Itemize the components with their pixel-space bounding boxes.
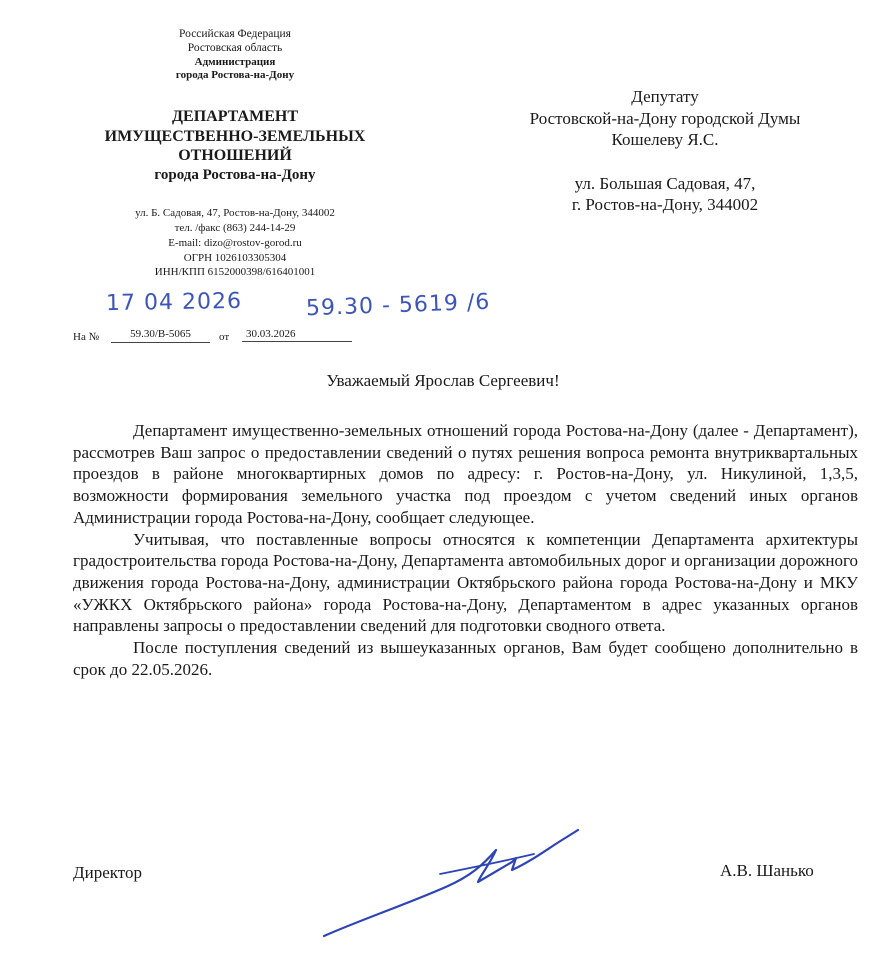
addressee-line-4: ул. Большая Садовая, 47, [574,173,756,193]
addressee-block [470,86,860,216]
body-paragraph-2: Учитывая, что поставленные вопросы относятся к компетенции Департамента архитектуры градостроительства города Ростова-на-Дону, Департамента автомобильных дорог и организации дорожного движения города Ростова-на-Дону, администрации Октябрьского района города Ростова-на-Дону и МКУ «УЖКХ Октябрьского района» города Ростова-на-Дону, Департаментом в адрес указанных органов направлены запросы о предоставлении сведений для подготовки сводного ответа. [73,529,858,636]
dept-line-3: ОТНОШЕНИЙ [178,147,292,165]
dept-contacts [60,206,410,280]
contact-phone: тел. /факс (863) 244-14-29 [174,221,296,234]
addressee-line-3: Кошелеву Я.С. [611,130,719,150]
country-line: Российская Федерация [179,28,291,40]
body-paragraph-1: Департамент имущественно-земельных отношений города Ростова-на-Дону (далее - Департамент), рассмотрев Ваш запрос о предоставлении сведений о путях решения вопроса ремонта внутриквартальных проездов в районе многоквартирных домов по адресу: г. Ростов-на-Дону, ул. Никулиной, 1,3,5, возможности формирования земельного участка под проездом с учетом сведений иных органов Администрации города Ростова-на-Дону, сообщает следующее. [73,421,858,527]
contact-inn: ИНН/КПП 6152000398/616401001 [154,266,316,279]
handwritten-reg-number: 59.30 - 5619 /6 [305,289,491,322]
admin-city-line: города Ростова-на-Дону [175,68,295,81]
contact-address: ул. Б. Садовая, 47, Ростов-на-Дону, 344002 [135,207,335,219]
body-paragraph-3: После поступления сведений из вышеуказанных органов, Вам будет сообщено дополнительно в срок до 22.05.2026. [73,638,858,679]
addressee-line-2: Ростовской-на-Дону городской Думы [529,108,801,128]
contact-email: E-mail: dizo@rostov-gorod.ru [168,236,302,249]
signatory-role: Директор [73,863,142,882]
handwritten-signature [320,828,590,943]
region-line: Ростовская область [187,41,283,54]
ref-number-value: 59.30/В-5065 [111,327,210,343]
signatory-name: А.В. Шанько [720,861,814,880]
letterhead-top [60,28,410,82]
letter-body [73,420,858,680]
addressee-line-5: г. Ростов-на-Дону, 344002 [571,195,759,215]
addressee-line-1: Депутату [631,87,699,106]
ref-date-value: 30.03.2026 [242,327,352,342]
admin-line: Администрация [194,55,276,68]
dept-line-2: ИМУЩЕСТВЕННО-ЗЕМЕЛЬНЫХ [104,127,366,145]
salutation: Уважаемый Ярослав Сергеевич! [326,371,560,390]
contact-ogrn: ОГРН 1026103305304 [183,251,287,264]
handwritten-reg-date: 17 04 2026 [105,288,243,317]
ref-date-label: от [219,331,230,343]
dept-line-1: ДЕПАРТАМЕНТ [172,108,298,125]
department-title [60,107,410,184]
ref-number-label: На № [73,331,100,343]
dept-city: города Ростова-на-Дону [154,166,316,183]
